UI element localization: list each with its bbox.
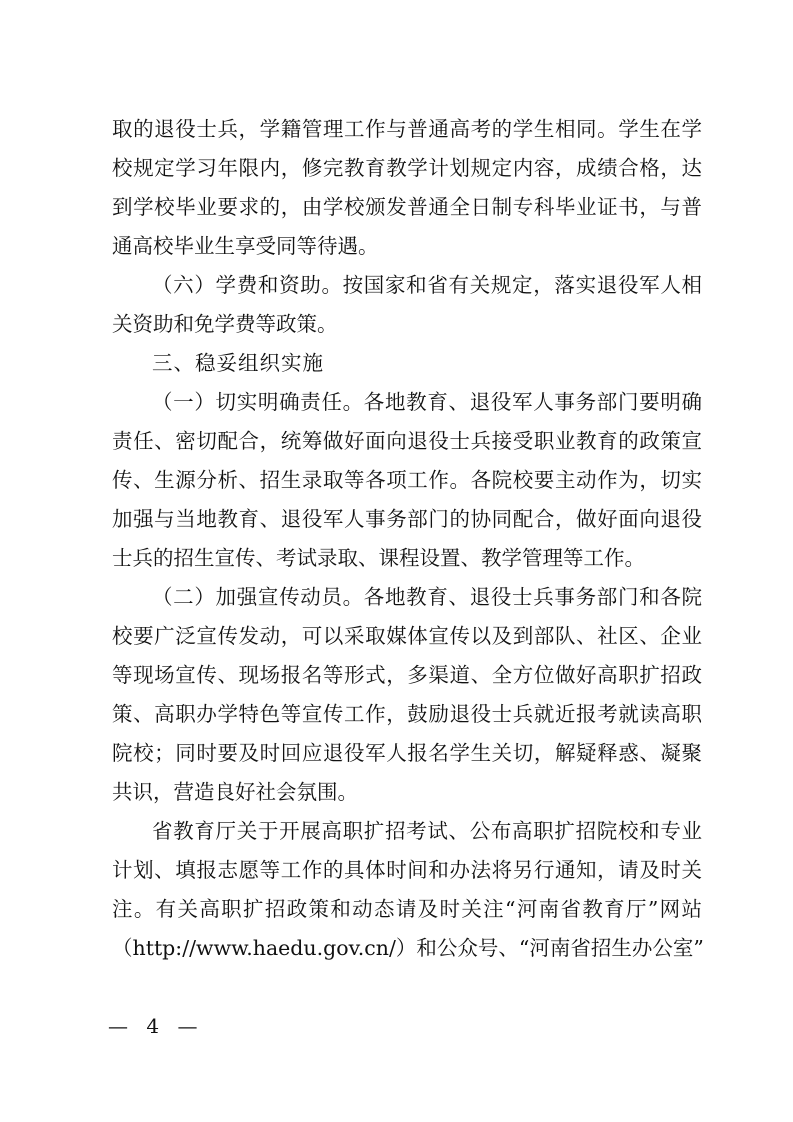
paragraph-line: 传、生源分析、招生录取等各项工作。各院校要主动作为，切实 bbox=[112, 468, 702, 492]
page-number: — 4 — bbox=[108, 1014, 204, 1038]
paragraph-line: 通高校毕业生享受同等待遇。 bbox=[112, 234, 379, 258]
paragraph-line: 策、高职办学特色等宣传工作，鼓励退役士兵就近报考就读高职 bbox=[112, 702, 702, 726]
paragraph-line: （二）加强宣传动员。各地教育、退役士兵事务部门和各院 bbox=[152, 585, 702, 609]
paragraph-line: 共识，营造良好社会氛围。 bbox=[112, 780, 358, 804]
section-heading: 三、稳妥组织实施 bbox=[152, 351, 324, 375]
paragraph-line: 院校；同时要及时回应退役军人报名学生关切，解疑释惑、凝聚 bbox=[112, 741, 702, 765]
paragraph-line: 责任、密切配合，统筹做好面向退役士兵接受职业教育的政策宣 bbox=[112, 429, 702, 453]
paragraph-line: 省教育厅关于开展高职扩招考试、公布高职扩招院校和专业 bbox=[152, 819, 702, 843]
paragraph-line: 注。有关高职扩招政策和动态请及时关注“河南省教育厅”网站 bbox=[112, 897, 702, 921]
paragraph-line: （六）学费和资助。按国家和省有关规定，落实退役军人相 bbox=[152, 273, 702, 297]
paragraph-line: 关资助和免学费等政策。 bbox=[112, 312, 338, 336]
paragraph-line: 士兵的招生宣传、考试录取、课程设置、教学管理等工作。 bbox=[112, 546, 645, 570]
paragraph-line: 校要广泛宣传发动，可以采取媒体宣传以及到部队、社区、企业 bbox=[112, 624, 702, 648]
paragraph-line: 到学校毕业要求的，由学校颁发普通全日制专科毕业证书，与普 bbox=[112, 195, 702, 219]
paragraph-line: （http://www.haedu.gov.cn/）和公众号、“河南省招生办公室” bbox=[112, 936, 704, 960]
paragraph-line: 等现场宣传、现场报名等形式，多渠道、全方位做好高职扩招政 bbox=[112, 663, 702, 687]
paragraph-line: 校规定学习年限内，修完教育教学计划规定内容，成绩合格，达 bbox=[112, 156, 702, 180]
paragraph-line: 取的退役士兵，学籍管理工作与普通高考的学生相同。学生在学 bbox=[112, 117, 702, 141]
paragraph-line: （一）切实明确责任。各地教育、退役军人事务部门要明确 bbox=[152, 390, 702, 414]
paragraph-line: 计划、填报志愿等工作的具体时间和办法将另行通知，请及时关 bbox=[112, 858, 702, 882]
paragraph-line: 加强与当地教育、退役军人事务部门的协同配合，做好面向退役 bbox=[112, 507, 702, 531]
